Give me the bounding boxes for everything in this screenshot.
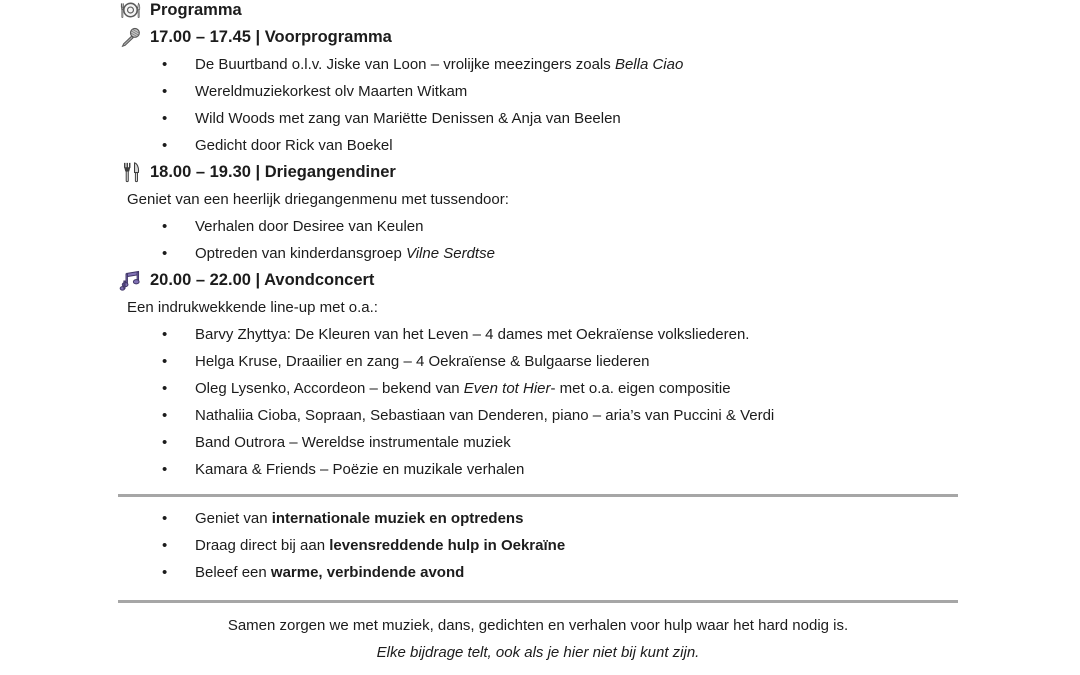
section-heading-label: 20.00 – 22.00 | Avondconcert <box>150 271 375 289</box>
bullet-item <box>118 456 958 483</box>
bullet-text: De Buurtband o.l.v. Jiske van Loon – vrolijke meezingers zoals <box>195 56 615 73</box>
music-notes-icon <box>119 269 142 292</box>
highlight-item <box>118 505 958 532</box>
bullet-item <box>118 348 958 375</box>
highlight-text: Geniet van <box>195 510 272 527</box>
bullet-item: • Oleg Lysenko, Accordeon – bekend van Even tot Hier- met o.a. eigen compositie <box>118 375 958 402</box>
bullet-text: Optreden van kinderdansgroep <box>195 245 406 262</box>
highlight-text-bold: internationale muziek en optredens <box>271 510 524 527</box>
closing-line-1: Samen zorgen we met muziek, dans, gedichten en verhalen voor hulp waar het hard nodig is. <box>227 617 849 634</box>
divider-bottom <box>118 600 958 603</box>
bullet-item <box>118 105 958 132</box>
highlight-text-bold: levensreddende hulp in Oekraïne <box>329 537 566 554</box>
program-flyer <box>118 0 958 666</box>
bullet-text: Helga Kruse, Draailier en zang – 4 Oekraïense & Bulgaarse liederen <box>195 353 650 370</box>
bullet-text: Band Outrora – Wereldse instrumentale muziek <box>195 434 511 451</box>
bullet-text: Oleg Lysenko, Accordeon – bekend van <box>195 380 464 397</box>
bullet-text: Wild Woods met zang van Mariëtte Denissen & Anja van Beelen <box>195 110 621 127</box>
highlight-text: Beleef een <box>195 564 271 581</box>
section-heading-label: 17.00 – 17.45 | Voorprogramma <box>150 28 392 46</box>
section-heading-avondconcert <box>119 267 958 294</box>
highlight-item <box>118 532 958 559</box>
fork-knife-icon <box>119 161 142 184</box>
bullet-item <box>118 213 958 240</box>
plate-cutlery-icon <box>119 0 142 22</box>
bullet-text-italic: Bella Ciao <box>614 56 684 73</box>
program-title: Programma <box>150 1 242 19</box>
bullet-text: Barvy Zhyttya: De Kleuren van het Leven – 4 dames met Oekraïense volksliederen. <box>195 326 750 343</box>
section-intro: Geniet van een heerlijk driegangenmenu met tussendoor: <box>127 191 509 208</box>
bullet-item <box>118 78 958 105</box>
bullet-text-italic: Vilne Serdtse <box>405 245 495 262</box>
highlight-item <box>118 559 958 586</box>
bullet-item <box>118 402 958 429</box>
microphone-icon <box>119 26 142 49</box>
bullet-text: Kamara & Friends – Poëzie en muzikale verhalen <box>195 461 525 478</box>
closing-line-2: Elke bijdrage telt, ook als je hier niet bij kunt zijn. <box>376 644 700 661</box>
divider-top <box>118 494 958 497</box>
program-header <box>119 0 958 24</box>
bullet-item <box>118 429 958 456</box>
bullet-text: Nathaliia Cioba, Sopraan, Sebastiaan van Denderen, piano – aria’s van Puccini & Verdi <box>195 407 775 424</box>
bullet-text: Gedicht door Rick van Boekel <box>195 137 393 154</box>
bullet-item <box>118 240 958 267</box>
bullet-text: Wereldmuziekorkest olv Maarten Witkam <box>195 83 468 100</box>
bullet-item <box>118 321 958 348</box>
section-heading-driegangendiner <box>119 159 958 186</box>
bullet-item <box>118 51 958 78</box>
bullet-text: Verhalen door Desiree van Keulen <box>195 218 424 235</box>
highlight-text: Draag direct bij aan <box>195 537 330 554</box>
section-heading-voorprogramma <box>119 24 958 51</box>
section-intro: Een indrukwekkende line-up met o.a.: <box>127 299 378 316</box>
bullet-item <box>118 132 958 159</box>
bullet-text-italic: Even tot Hier <box>463 380 551 397</box>
section-heading-label: 18.00 – 19.30 | Driegangendiner <box>150 163 396 181</box>
highlight-text-bold: warme, verbindende avond <box>270 564 465 581</box>
